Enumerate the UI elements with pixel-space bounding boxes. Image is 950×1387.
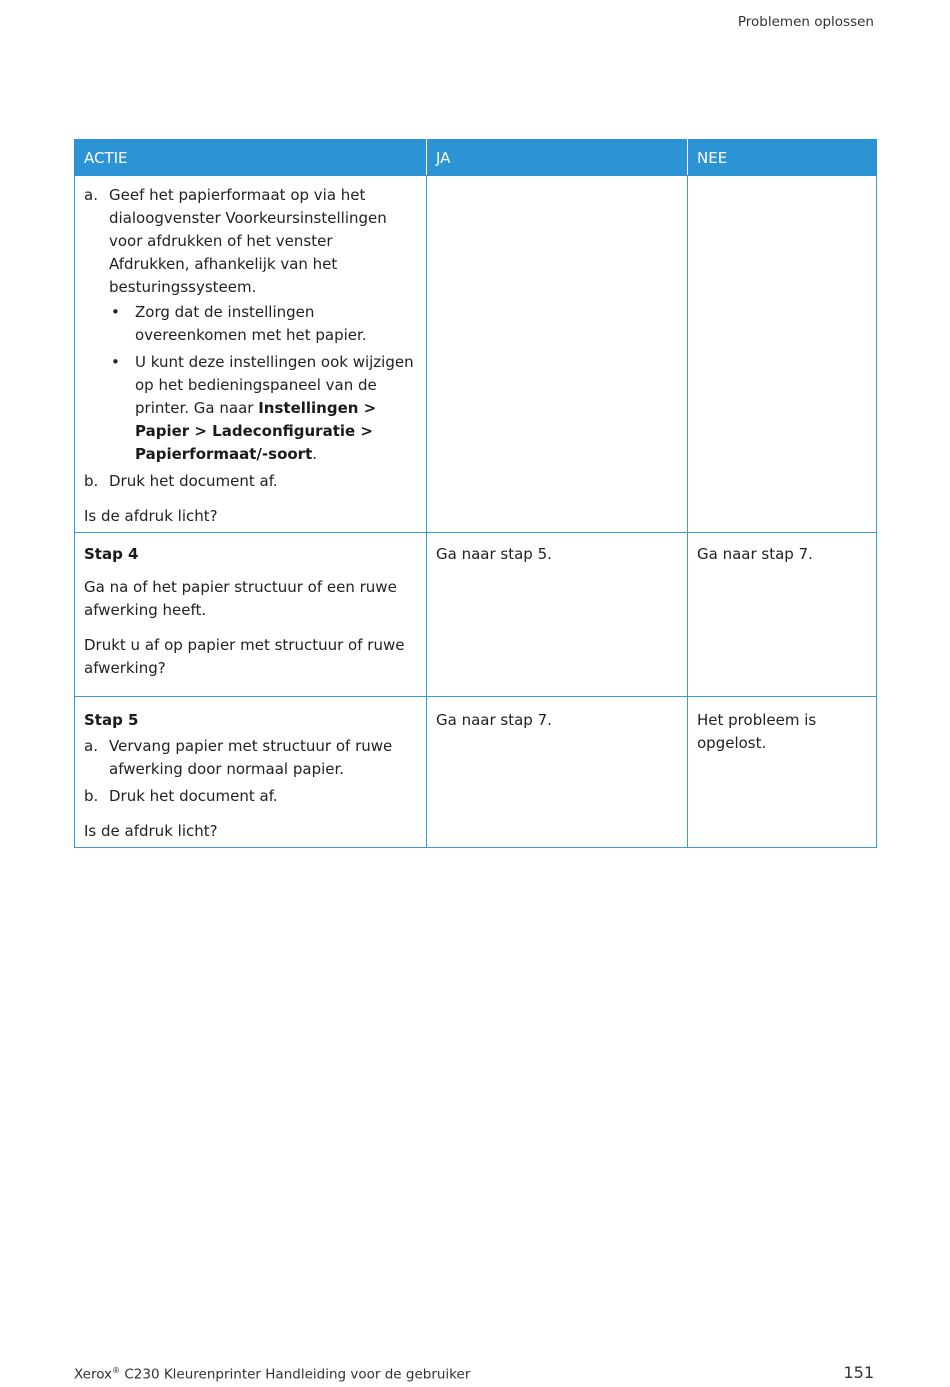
bullet-item (109, 301, 417, 347)
step-title: Stap 4 (84, 545, 139, 563)
action-cell (75, 176, 427, 533)
no-cell (688, 533, 877, 697)
list-item (84, 470, 417, 493)
list-marker: a. (84, 737, 98, 755)
column-header-actie: ACTIE (75, 140, 427, 176)
list-item (84, 184, 417, 466)
column-header-ja: JA (427, 140, 688, 176)
step-list (84, 735, 417, 808)
list-item-text: Druk het document af. (109, 472, 278, 490)
footer-title (74, 1366, 470, 1383)
yes-answer: Ga naar stap 7. (436, 711, 552, 729)
footer-brand: Xerox (74, 1366, 113, 1383)
registered-mark: ® (112, 1366, 121, 1375)
step-text: Ga na of het papier structuur of een ruwe afwerking heeft. (84, 578, 397, 619)
table-row (75, 697, 877, 848)
bullet-icon: • (111, 353, 120, 371)
action-cell (75, 533, 427, 697)
troubleshooting-table (74, 139, 877, 848)
no-answer: Ga naar stap 7. (697, 545, 813, 563)
no-cell (688, 697, 877, 848)
column-header-nee: NEE (688, 140, 877, 176)
page-number: 151 (843, 1363, 874, 1382)
list-item-text: Geef het papierformaat op via het dialoogvenster Voorkeursinstellingen voor afdrukken of het venster Afdrukken, afhankelijk van het besturingssysteem. (109, 186, 387, 296)
step-question: Is de afdruk licht? (84, 507, 218, 525)
bullet-text-end: . (312, 445, 318, 463)
step-list (84, 184, 417, 493)
bullet-list (109, 301, 417, 466)
list-item-text: Vervang papier met structuur of ruwe afwerking door normaal papier. (109, 737, 393, 778)
yes-answer: Ga naar stap 5. (436, 545, 552, 563)
list-marker: a. (84, 186, 98, 204)
list-marker: b. (84, 787, 99, 805)
bullet-text: Zorg dat de instellingen overeenkomen met het papier. (135, 303, 367, 344)
table-row (75, 533, 877, 697)
action-cell (75, 697, 427, 848)
no-answer: Het probleem is opgelost. (697, 711, 817, 752)
list-marker: b. (84, 472, 99, 490)
list-item-text: Druk het document af. (109, 787, 278, 805)
list-item (84, 735, 417, 781)
yes-cell (427, 533, 688, 697)
bullet-icon: • (111, 303, 120, 321)
table-header-row (75, 140, 877, 176)
table-row (75, 176, 877, 533)
step-question: Is de afdruk licht? (84, 822, 218, 840)
step-title: Stap 5 (84, 711, 139, 729)
footer-product: C230 Kleurenprinter Handleiding voor de gebruiker (120, 1366, 471, 1383)
running-header: Problemen oplossen (737, 14, 874, 30)
step-question: Drukt u af op papier met structuur of ruwe afwerking? (84, 636, 405, 677)
yes-cell (427, 697, 688, 848)
bullet-text: U kunt deze instellingen ook wijzigen op het bedieningspaneel van de printer. Ga naar (135, 353, 414, 417)
menu-path: Instellingen > Papier > Ladeconfiguratie > Papierformaat/-soort (135, 399, 377, 463)
no-cell (688, 176, 877, 533)
list-item (84, 785, 417, 808)
bullet-item (109, 351, 417, 466)
yes-cell (427, 176, 688, 533)
